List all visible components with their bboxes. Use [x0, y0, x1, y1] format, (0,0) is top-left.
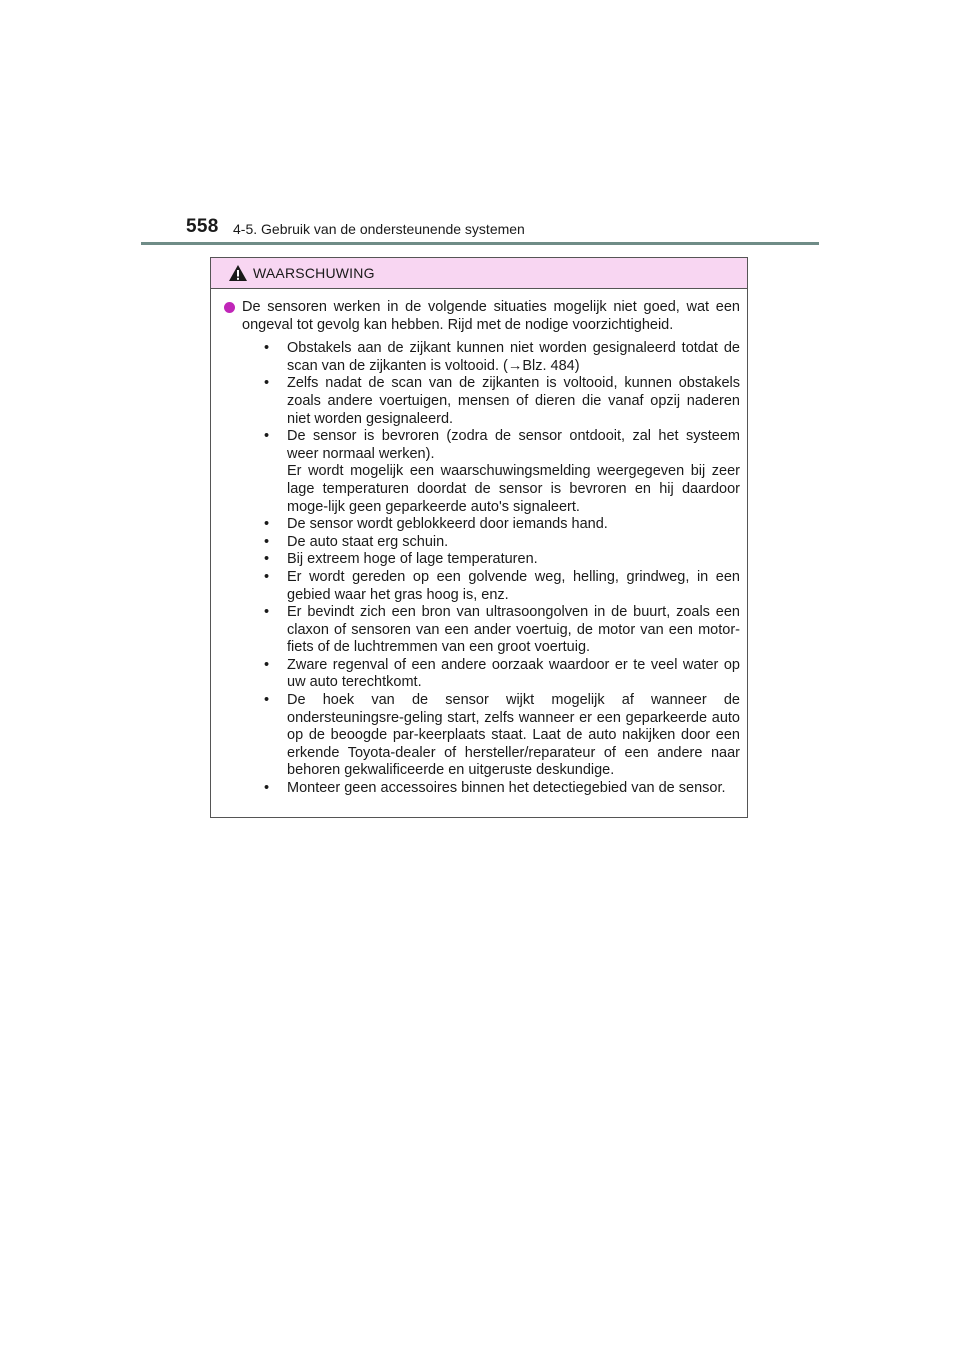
list-item-text: De hoek van de sensor wijkt mogelijk af wanneer de ondersteuningsre-geling start, zelfs wanneer er een geparkeerde auto op de beoogde par-keerplaats staat. Laat de auto nakijken door een erkende Toyota-dealer of hersteller/reparateur of een andere naar behoren gekwalificeerde en uitgeruste deskundige. — [287, 692, 740, 779]
list-item-text: Er bevindt zich een bron van ultrasoongolven in de buurt, zoals een claxon of sensoren van een ander voertuig, de motor van een motor-fiets of de luchtremmen van een groot voertuig. — [287, 604, 740, 656]
bullet-dot-icon: • — [264, 656, 270, 673]
list-item-text: Er wordt gereden op een golvende weg, helling, grindweg, in een gebied waar het gras hoog is, enz. — [287, 568, 740, 603]
header-rule — [141, 242, 819, 245]
list-item — [242, 516, 740, 534]
list-item — [242, 551, 740, 569]
warning-box — [210, 257, 748, 818]
list-item-text: Zware regenval of een andere oorzaak waardoor er te veel water op uw auto terechtkomt. — [287, 656, 740, 691]
list-item — [242, 340, 740, 375]
bullet-dot-icon: • — [264, 516, 270, 533]
warning-item-list — [242, 340, 740, 797]
list-item-text: Monteer geen accessoires binnen het detectiegebied van de sensor. — [287, 780, 726, 797]
list-item — [242, 375, 740, 428]
list-item — [242, 604, 740, 657]
warning-main-text: De sensoren werken in de volgende situaties mogelijk niet goed, wat een ongeval tot gevolg kan hebben. Rijd met de nodige voorzichtigheid. — [242, 299, 740, 333]
warning-title: WAARSCHUWING — [253, 265, 375, 281]
list-item-extra-text: Er wordt mogelijk een waarschuwingsmelding weergegeven bij zeer lage temperaturen doordat de sensor is bevroren en hij daardoor moge-lijk geen geparkeerde auto's signaleert. — [287, 463, 740, 515]
bullet-dot-icon: • — [264, 428, 270, 445]
list-item-text: Bij extreem hoge of lage temperaturen. — [287, 551, 538, 568]
bullet-dot-icon: • — [264, 533, 270, 550]
list-item — [242, 534, 740, 552]
list-item-text: De sensor wordt geblokkeerd door iemands hand. — [287, 516, 608, 533]
warning-header — [211, 258, 747, 289]
bullet-dot-icon: • — [264, 692, 270, 709]
bullet-dot-icon: • — [264, 375, 270, 392]
section-title: 4-5. Gebruik van de ondersteunende systemen — [233, 221, 525, 237]
bullet-dot-icon: • — [264, 340, 270, 357]
circle-bullet-icon — [224, 302, 235, 313]
warning-main-item — [223, 299, 740, 798]
list-item — [242, 428, 740, 516]
list-item-text: Zelfs nadat de scan van de zijkanten is voltooid, kunnen obstakels zoals andere voertuigen, mensen of dieren die vanaf opzij naderen niet worden gesignaleerd. — [287, 375, 740, 427]
page-number: 558 — [186, 216, 219, 237]
warning-triangle-icon — [228, 264, 248, 282]
bullet-dot-icon: • — [264, 604, 270, 621]
list-item-text: De auto staat erg schuin. — [287, 533, 449, 550]
list-item — [242, 569, 740, 604]
list-item — [242, 692, 740, 780]
bullet-dot-icon: • — [264, 780, 270, 797]
list-item — [242, 780, 740, 798]
list-item-text: De sensor is bevroren (zodra de sensor ontdooit, zal het systeem weer normaal werken). — [287, 428, 740, 462]
list-item — [242, 657, 740, 692]
bullet-dot-icon: • — [264, 568, 270, 585]
bullet-dot-icon: • — [264, 551, 270, 568]
warning-body — [223, 299, 740, 798]
list-item-text: Obstakels aan de zijkant kunnen niet worden gesignaleerd totdat de scan van de zijkanten is voltooid. (→Blz. 484) — [287, 340, 740, 374]
